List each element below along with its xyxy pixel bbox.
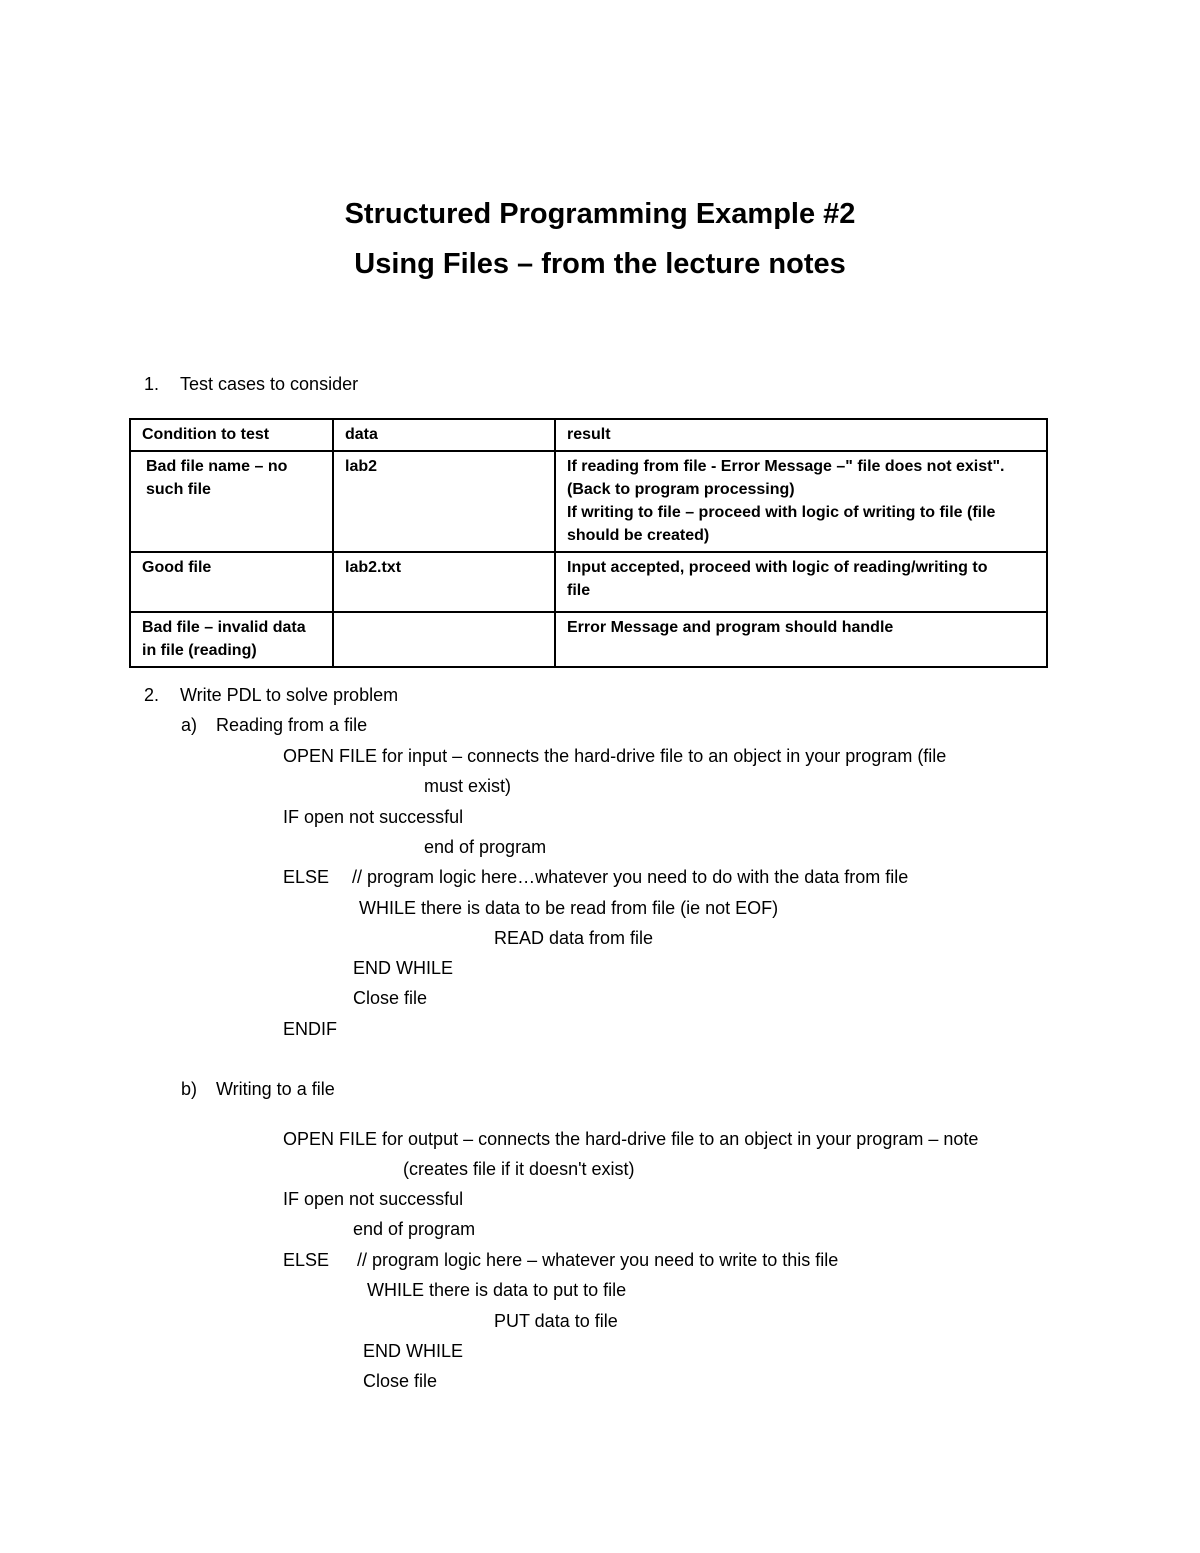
pdl-write-line: WHILE there is data to put to file [367, 1280, 627, 1300]
pdl-read-line: must exist) [424, 776, 512, 796]
subsection-b-label: b) [181, 1079, 198, 1099]
pdl-read-line: end of program [424, 837, 547, 857]
table-row [130, 612, 1047, 667]
pdl-read-line: // program logic here…whatever you need to do with the data from file [352, 867, 909, 887]
test-cases-table [129, 418, 1048, 668]
table-cell: Good file [130, 552, 333, 612]
pdl-read-line: READ data from file [494, 928, 654, 948]
table-cell: If reading from file - Error Message –" file does not exist". (Back to program processing) If writing to file – proceed with logic of writing to file (file should be created) [555, 451, 1047, 552]
pdl-read-line: ENDIF [283, 1019, 337, 1039]
pdl-write-line: OPEN FILE for output – connects the hard-drive file to an object in your program – note [283, 1129, 979, 1149]
table-cell: Error Message and program should handle [555, 612, 1047, 667]
pdl-read-line: ELSE [283, 867, 330, 887]
table-row [130, 451, 1047, 552]
table-cell: Input accepted, proceed with logic of reading/writing to file [555, 552, 1047, 612]
section-1-heading: Test cases to consider [180, 374, 359, 394]
table-cell: lab2.txt [333, 552, 555, 612]
table-cell: lab2 [333, 451, 555, 552]
table-header-cell: result [555, 419, 1047, 451]
table-header-row [130, 419, 1047, 451]
pdl-read-line: OPEN FILE for input – connects the hard-drive file to an object in your program (file [283, 746, 947, 766]
pdl-read-line: END WHILE [353, 958, 454, 978]
document-subtitle: Using Files – from the lecture notes [354, 248, 846, 280]
table-header-cell: data [333, 419, 555, 451]
section-1-number: 1. [144, 374, 160, 394]
table-row [130, 552, 1047, 612]
table-cell: Bad file – invalid data in file (reading) [130, 612, 333, 667]
subsection-b-heading: Writing to a file [216, 1079, 335, 1099]
subsection-a-heading: Reading from a file [216, 715, 368, 735]
section-2-number: 2. [144, 685, 160, 705]
table-cell: Bad file name – no such file [130, 451, 333, 552]
pdl-read-line: Close file [353, 988, 428, 1008]
pdl-write-line: (creates file if it doesn't exist) [403, 1159, 635, 1179]
table-header-cell: Condition to test [130, 419, 333, 451]
pdl-write-line: IF open not successful [283, 1189, 464, 1209]
pdl-write-line: end of program [353, 1219, 476, 1239]
pdl-write-line: ELSE [283, 1250, 330, 1270]
section-2-heading: Write PDL to solve problem [180, 685, 399, 705]
pdl-write-line: // program logic here – whatever you need to write to this file [357, 1250, 839, 1270]
pdl-write-line: END WHILE [363, 1341, 464, 1361]
pdl-read-line: IF open not successful [283, 807, 464, 827]
document-title: Structured Programming Example #2 [344, 198, 856, 230]
pdl-write-line: Close file [363, 1371, 438, 1391]
pdl-read-line: WHILE there is data to be read from file (ie not EOF) [359, 898, 779, 918]
pdl-write-line: PUT data to file [494, 1311, 618, 1331]
subsection-a-label: a) [181, 715, 198, 735]
table-cell [333, 612, 555, 667]
